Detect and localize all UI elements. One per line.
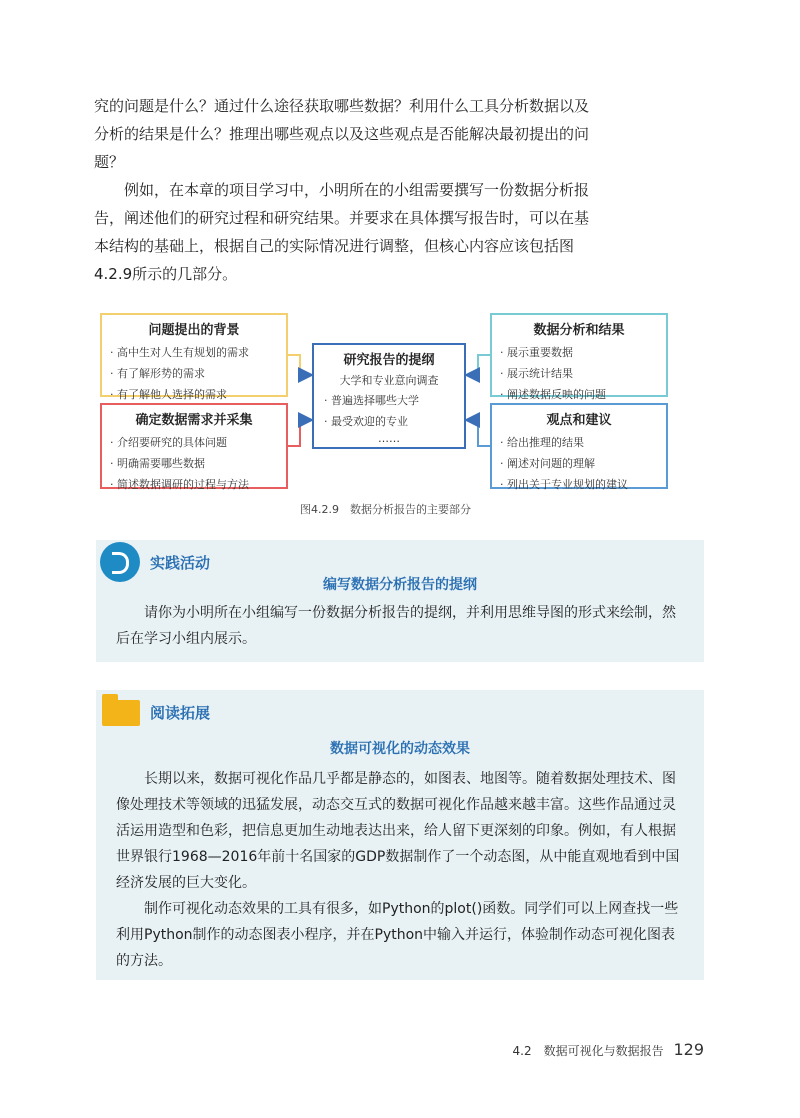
page-number: 129 — [673, 1040, 704, 1059]
diagram-box-outline — [312, 343, 466, 449]
reading-subtitle: 数据可视化的动态效果 — [330, 741, 470, 757]
practice-body — [116, 600, 684, 652]
reading-label: 阅读拓展 — [150, 704, 211, 722]
reading-paragraph-2: 制作可视化动态效果的工具有很多，如Python的plot()函数。同学们可以上网查找一些利用Python制作的动态图表小程序，并在Python中输入并运行，体验制作动态可视化图表的方法。 — [116, 901, 679, 969]
intro-paragraph-1: 究的问题是什么？通过什么途径获取哪些数据？利用什么工具分析数据以及分析的结果是什么？推理出哪些观点以及这些观点是否能解决最初提出的问题？ — [94, 97, 590, 171]
footer-section: 4.2 数据可视化与数据报告 — [512, 1044, 664, 1058]
list-item: · 高中生对人生有规划的需求 — [110, 342, 286, 363]
arrow-analysis — [468, 355, 490, 375]
practice-subtitle: 编写数据分析报告的提纲 — [323, 577, 477, 593]
arrow-background — [288, 355, 310, 375]
list-item: · 最受欢迎的专业 — [324, 411, 464, 432]
diagram-box-data-collection — [100, 403, 288, 489]
diagram-box-background — [100, 313, 288, 401]
practice-panel — [96, 540, 704, 662]
arrow-data-collection — [288, 420, 310, 446]
folder-icon — [102, 700, 140, 726]
figure-caption: 图4.2.9 数据分析报告的主要部分 — [300, 503, 471, 516]
outline-ellipsis: …… — [378, 432, 400, 445]
page-footer — [513, 1040, 704, 1059]
intro-paragraph-2: 例如，在本章的项目学习中，小明所在的小组需要撰写一份数据分析报告，阐述他们的研究过程和研究结果。并要求在具体撰写报告时，可以在基本结构的基础上，根据自己的实际情况进行调整，但核心内容应该包括图4.2.9所示的几部分。 — [94, 181, 590, 283]
box-title: 观点和建议 — [546, 413, 612, 428]
reading-paragraph-1: 长期以来，数据可视化作品几乎都是静态的，如图表、地图等。随着数据处理技术、图像处理技术等领域的迅猛发展，动态交互式的数据可视化作品越来越丰富。这些作品通过灵活运用造型和色彩，把信息更加生动地表达出来，给人留下更深刻的印象。例如，有人根据世界银行1968—2016年前十名国家的GDP数据制作了一个动态图，从中能直观地看到中国经济发展的巨大变化。 — [116, 771, 680, 891]
diagram-box-views — [490, 403, 668, 489]
outline-subtitle: 大学和专业意向调查 — [339, 374, 439, 387]
box-title: 研究报告的提纲 — [343, 353, 435, 368]
list-item: · 有了解形势的需求 — [110, 363, 286, 384]
practice-text: 请你为小明所在小组编写一份数据分析报告的提纲，并利用思维导图的形式来绘制，然后在学习小组内展示。 — [116, 605, 676, 647]
list-item: · 展示重要数据 — [500, 342, 666, 363]
list-item: · 阐述数据反映的问题 — [500, 384, 666, 405]
list-item: · 阐述对问题的理解 — [500, 453, 666, 474]
list-item: · 普遍选择哪些大学 — [324, 390, 464, 411]
reading-body — [116, 766, 684, 974]
diagram-box-analysis — [490, 313, 668, 401]
list-item: · 明确需要哪些数据 — [110, 453, 286, 474]
list-item: · 介绍要研究的具体问题 — [110, 432, 286, 453]
practice-label: 实践活动 — [150, 554, 211, 572]
arrow-views — [468, 420, 490, 446]
list-item: · 展示统计结果 — [500, 363, 666, 384]
box-title: 确定数据需求并采集 — [135, 413, 253, 428]
list-item: · 简述数据调研的过程与方法 — [110, 474, 286, 495]
box-title: 问题提出的背景 — [148, 323, 240, 338]
list-item: · 列出关于专业规划的建议 — [500, 474, 666, 495]
box-title: 数据分析和结果 — [533, 323, 625, 338]
reading-panel — [96, 690, 704, 980]
list-item: · 有了解他人选择的需求 — [110, 384, 286, 405]
list-item: · 给出推理的结果 — [500, 432, 666, 453]
